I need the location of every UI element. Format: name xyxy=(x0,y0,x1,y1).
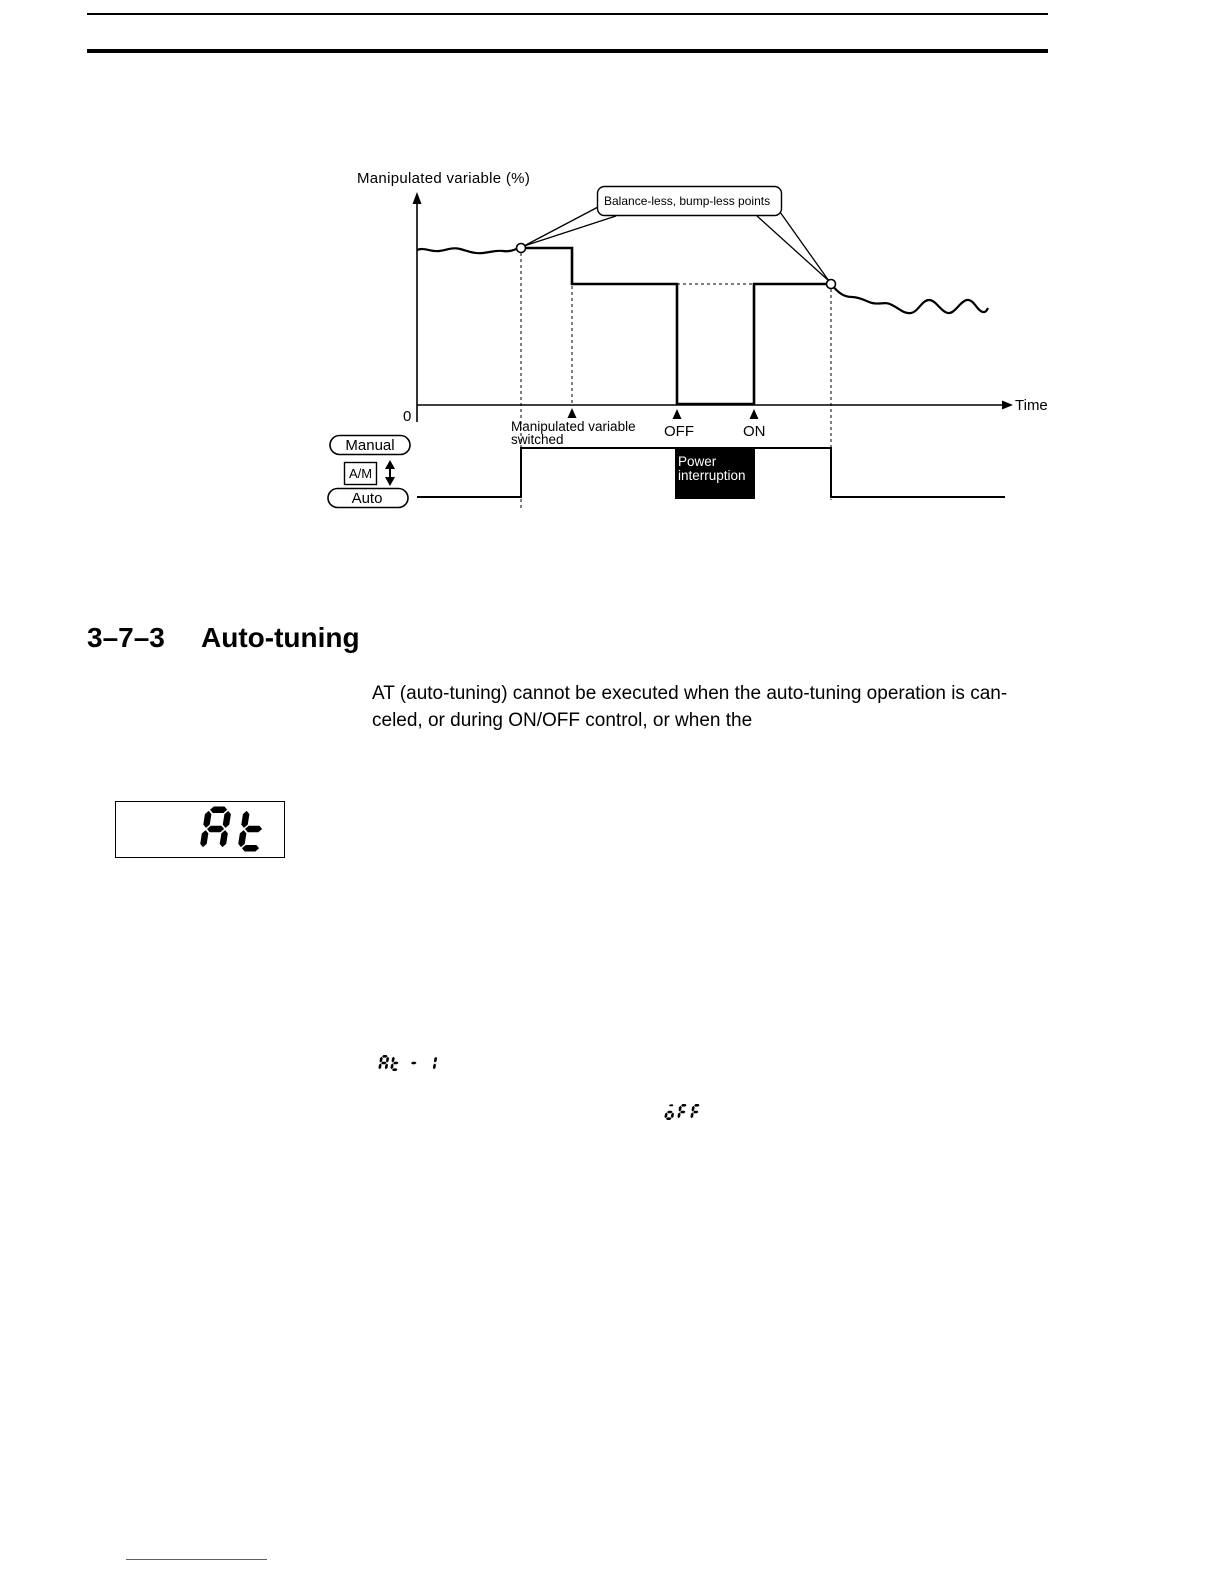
section-title: Auto-tuning xyxy=(201,622,360,653)
segment-g xyxy=(680,1111,686,1114)
seven-segment-char xyxy=(237,810,265,851)
segment-c xyxy=(385,1063,389,1069)
x-axis-label: Time xyxy=(1015,397,1048,414)
mv-switched-label-line2: switched xyxy=(511,432,564,447)
segment-g xyxy=(206,825,224,832)
up-down-arrow-icon xyxy=(385,460,395,486)
segment-e xyxy=(199,830,208,847)
power-interruption-label-line2: interruption xyxy=(678,468,746,483)
segment-d xyxy=(241,845,259,852)
param-at-1-glyphs xyxy=(378,1055,437,1071)
param-off-glyphs xyxy=(664,1104,700,1120)
segment-a xyxy=(681,1104,687,1107)
power-interruption-label-line1: Power xyxy=(678,454,717,469)
bumpless-point-1 xyxy=(517,244,526,253)
body-line: celed, or during ON/OFF control, or when the xyxy=(372,710,753,731)
arrow-down-icon xyxy=(385,477,395,486)
segment-f xyxy=(391,1057,395,1063)
param-off-symbol xyxy=(656,1099,716,1125)
lcd-display-box xyxy=(115,801,285,858)
segment-e xyxy=(664,1112,668,1118)
callout-label: Balance-less, bump-less points xyxy=(604,194,771,208)
mv-trace-auto-after xyxy=(834,288,988,314)
lcd-glyphs xyxy=(199,806,264,851)
body-paragraph xyxy=(372,680,1007,734)
segment-g xyxy=(393,1062,399,1065)
seven-segment-char xyxy=(411,1062,417,1065)
segment-e xyxy=(390,1063,394,1069)
param-at-1-symbol xyxy=(370,1050,450,1076)
seven-segment-char xyxy=(677,1104,686,1118)
callout-pointer-right xyxy=(757,212,829,281)
segment-d xyxy=(392,1068,398,1071)
segment-b xyxy=(434,1057,438,1063)
bumpless-point-2 xyxy=(827,280,836,289)
segment-ob xyxy=(669,1104,674,1106)
manual-auto-switching-diagram xyxy=(0,0,1224,560)
segment-e xyxy=(378,1063,382,1069)
segment-c xyxy=(433,1063,437,1069)
on-label: ON xyxy=(743,423,766,440)
segment-b xyxy=(222,810,231,827)
segment-g xyxy=(244,825,262,832)
seven-segment-char xyxy=(390,1057,399,1071)
footer-link-underline[interactable] xyxy=(126,1559,267,1560)
seven-segment-char xyxy=(690,1104,699,1118)
segment-f xyxy=(202,810,211,827)
body-line: AT (auto-tuning) cannot be executed when the auto-tuning operation is can- xyxy=(372,683,1008,704)
segment-g xyxy=(693,1111,699,1114)
section-number: 3–7–3 xyxy=(87,622,165,653)
am-key-label: A/M xyxy=(348,466,373,481)
segment-f xyxy=(691,1106,695,1112)
mv-trace-manual xyxy=(526,248,827,404)
segment-b xyxy=(386,1057,390,1063)
marker-mv-switched xyxy=(568,408,577,418)
section-heading xyxy=(87,624,487,652)
segment-a xyxy=(382,1055,388,1058)
segment-g xyxy=(411,1062,417,1065)
mv-switched-label-line1: Manipulated variable xyxy=(511,419,636,434)
segment-e xyxy=(237,830,246,847)
x-axis-arrowhead xyxy=(1002,401,1013,410)
y-axis-label: Manipulated variable (%) xyxy=(357,170,531,187)
segment-g xyxy=(381,1062,387,1065)
segment-f xyxy=(379,1057,383,1063)
off-label: OFF xyxy=(664,423,694,440)
segment-g xyxy=(667,1111,673,1114)
y-axis-arrowhead xyxy=(413,192,422,204)
seven-segment-char xyxy=(664,1104,675,1120)
segment-a xyxy=(209,806,227,813)
arrow-up-icon xyxy=(385,460,395,469)
seven-segment-char xyxy=(199,806,231,847)
origin-label: 0 xyxy=(403,408,412,425)
segment-c xyxy=(671,1112,675,1118)
marker-on xyxy=(750,409,759,419)
mv-trace-auto-before xyxy=(417,248,517,253)
auto-label: Auto xyxy=(351,490,383,507)
segment-d xyxy=(666,1117,672,1120)
segment-e xyxy=(690,1112,694,1118)
marker-off xyxy=(673,409,682,419)
lcd-readout xyxy=(115,801,285,858)
segment-a xyxy=(694,1104,700,1107)
manual-label: Manual xyxy=(345,437,395,454)
seven-segment-char xyxy=(378,1055,389,1069)
segment-f xyxy=(678,1106,682,1112)
segment-c xyxy=(219,830,228,847)
segment-e xyxy=(677,1112,681,1118)
segment-f xyxy=(240,810,249,827)
seven-segment-char xyxy=(433,1057,438,1069)
